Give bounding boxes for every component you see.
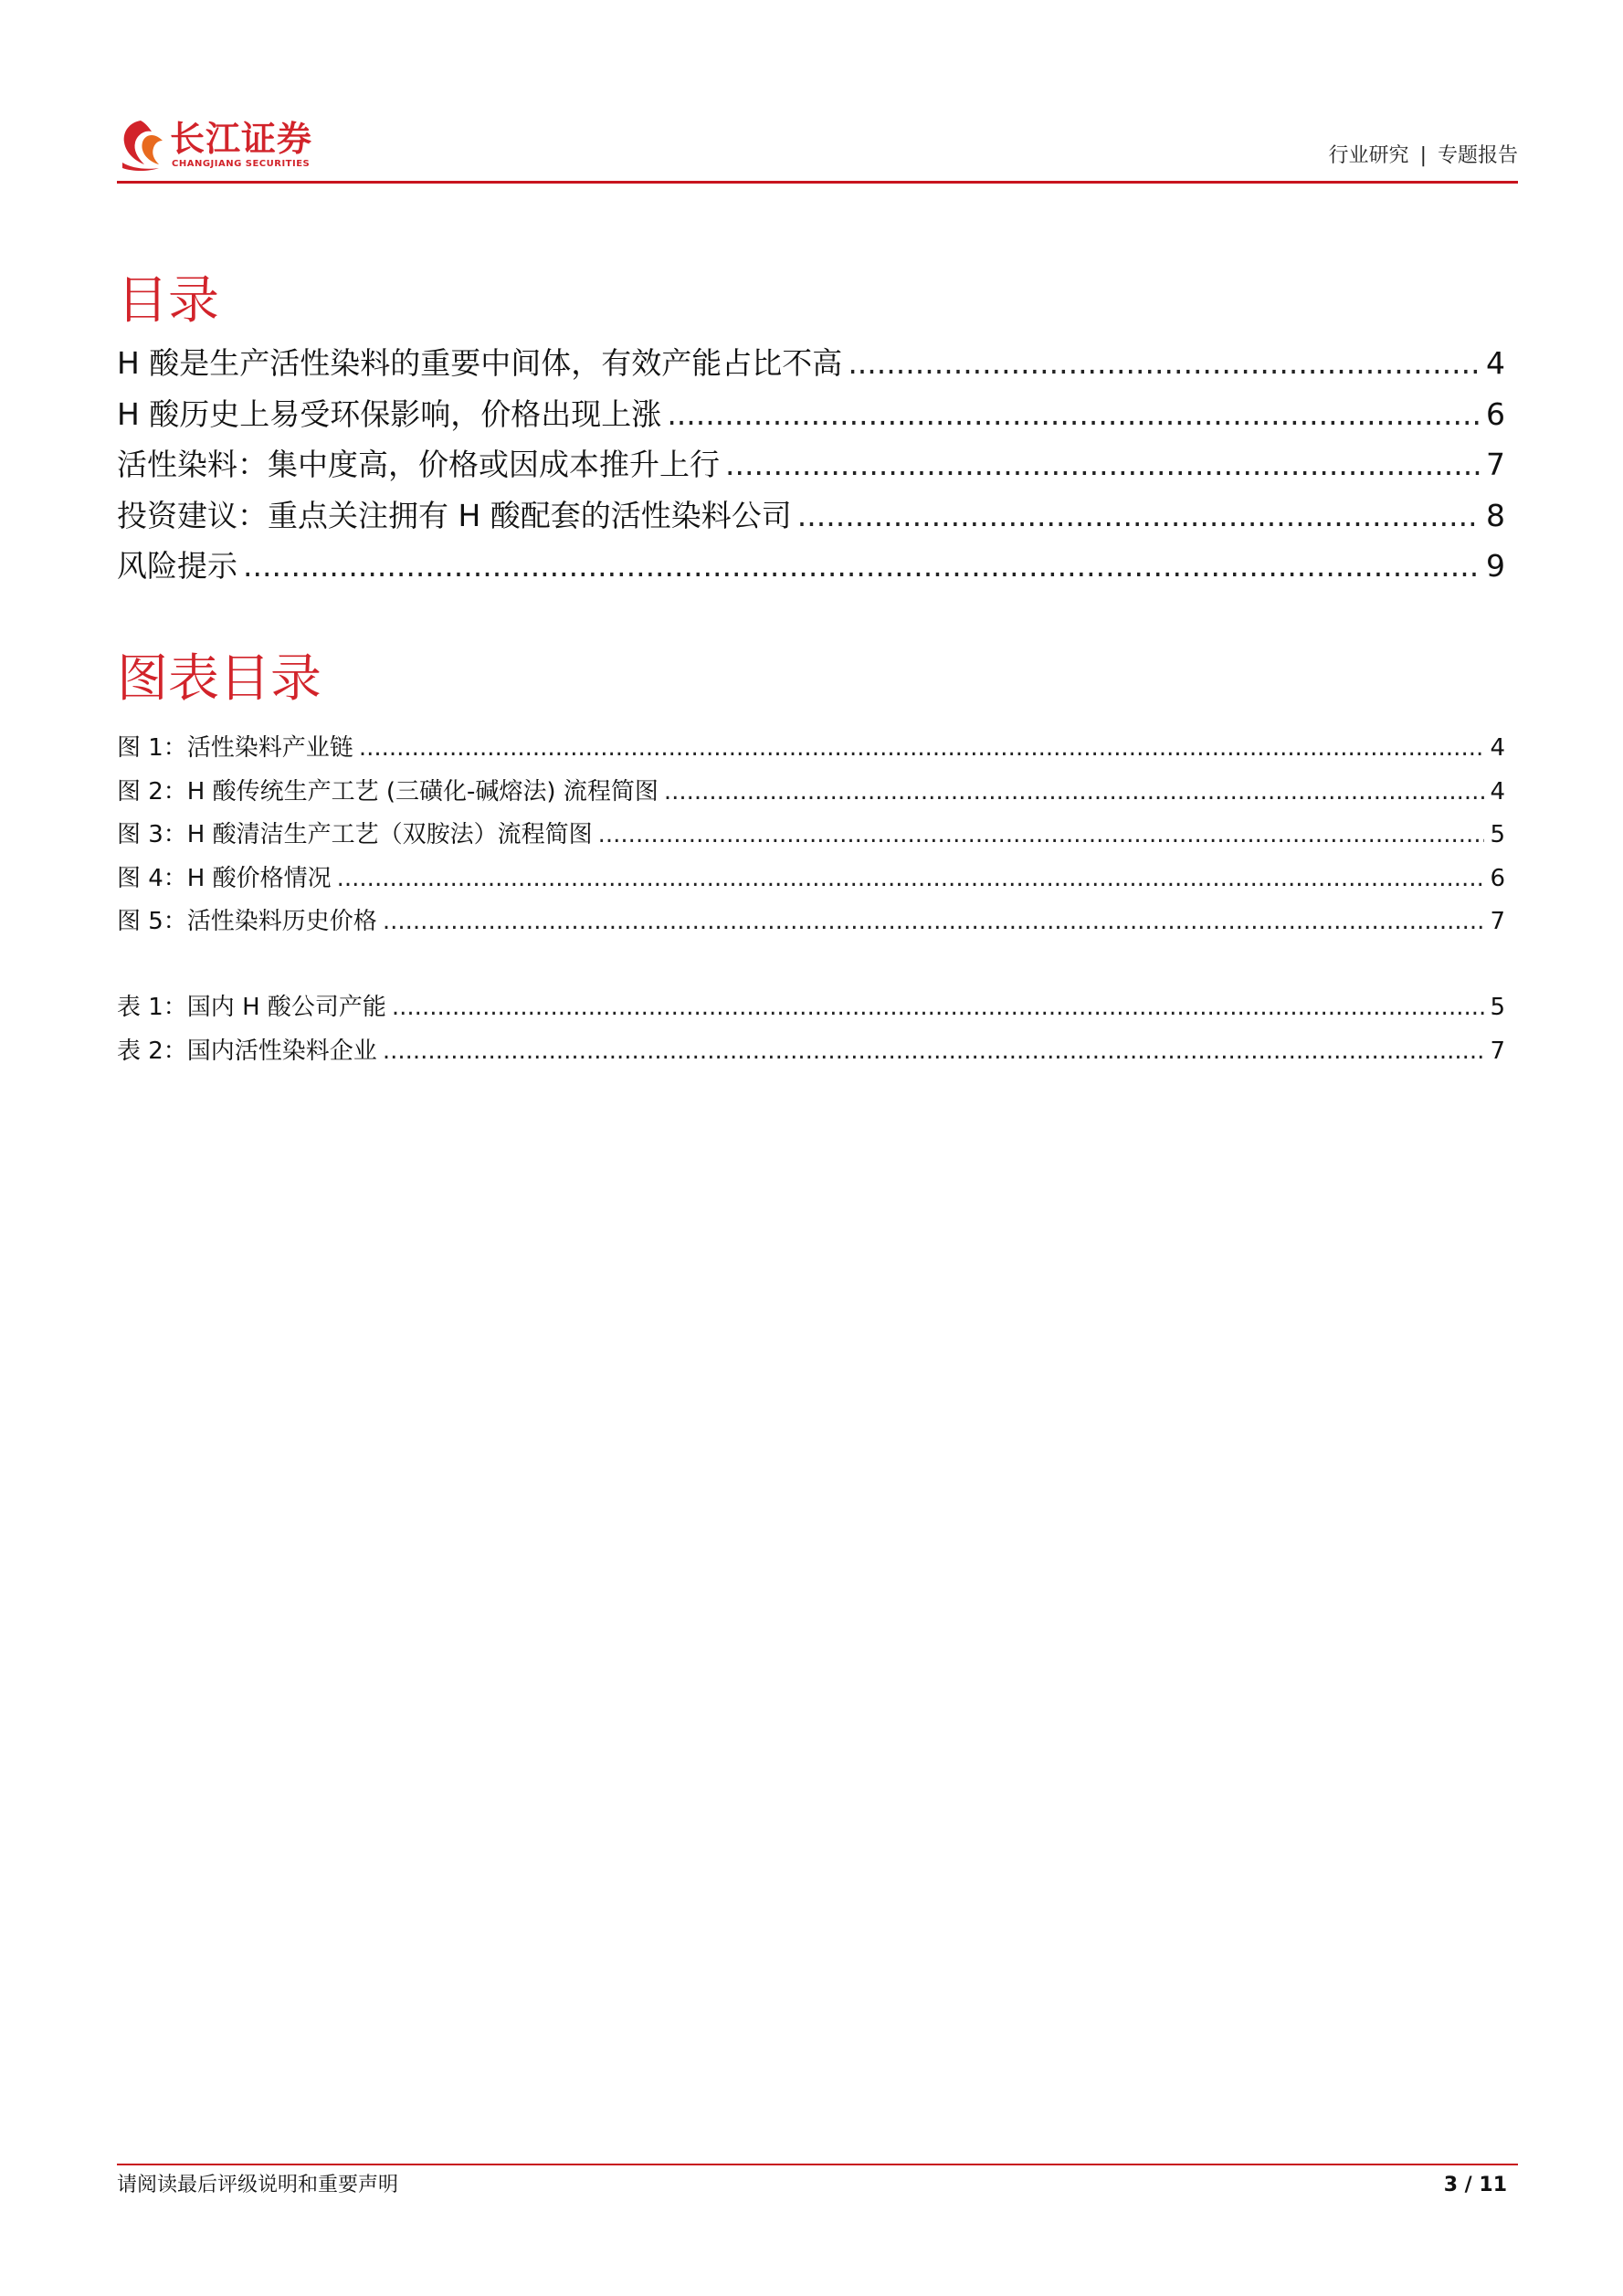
report-type-label: 专题报告 xyxy=(1437,144,1518,167)
dot-leader xyxy=(383,1030,1485,1074)
header-separator: | xyxy=(1419,144,1427,167)
figures-title: 图表目录 xyxy=(117,649,321,709)
figure-entry[interactable] xyxy=(117,771,1505,815)
table-entry[interactable] xyxy=(117,986,1505,1030)
figure-entry[interactable] xyxy=(117,727,1505,771)
table-entry-page: 5 xyxy=(1490,994,1505,1021)
table-entry-label: 表 2：国内活性染料企业 xyxy=(117,1037,377,1065)
toc-title: 目录 xyxy=(117,271,219,331)
phoenix-logo-icon xyxy=(117,117,164,172)
category-label: 行业研究 xyxy=(1328,144,1409,167)
figure-entry-page: 4 xyxy=(1490,777,1505,806)
toc-entry[interactable] xyxy=(117,490,1505,542)
toc-entry[interactable] xyxy=(117,439,1505,490)
figure-list xyxy=(117,727,1505,944)
toc-entry-page: 7 xyxy=(1486,447,1505,482)
dot-leader xyxy=(383,900,1485,944)
figure-entry-page: 6 xyxy=(1490,864,1505,892)
company-logo xyxy=(117,115,354,175)
table-list xyxy=(117,986,1505,1073)
dot-leader xyxy=(598,814,1485,858)
toc-entry-label: 活性染料：集中度高，价格或因成本推升上行 xyxy=(117,447,720,482)
footer-divider xyxy=(117,2164,1518,2165)
dot-leader xyxy=(848,338,1481,389)
figure-entry-page: 4 xyxy=(1490,734,1505,762)
dot-leader xyxy=(359,727,1485,771)
report-category xyxy=(1329,142,1518,170)
figure-entry[interactable] xyxy=(117,814,1505,858)
dot-leader xyxy=(664,771,1485,815)
toc-entry-page: 9 xyxy=(1486,548,1505,584)
table-entry[interactable] xyxy=(117,1030,1505,1074)
figure-entry-label: 图 4：H 酸价格情况 xyxy=(117,864,332,892)
figure-entry-label: 图 2：H 酸传统生产工艺 (三磺化-碱熔法) 流程简图 xyxy=(117,777,659,806)
figure-entry[interactable] xyxy=(117,858,1505,901)
toc-entry-label: H 酸历史上易受环保影响，价格出现上涨 xyxy=(117,395,662,432)
toc-entry-page: 6 xyxy=(1486,395,1505,432)
figure-entry-page: 7 xyxy=(1490,908,1505,935)
logo-chinese-name: 长江证券 xyxy=(170,119,313,159)
dot-leader xyxy=(392,986,1485,1030)
dot-leader xyxy=(667,389,1481,440)
dot-leader xyxy=(243,541,1481,592)
figure-entry-label: 图 3：H 酸清洁生产工艺（双胺法）流程简图 xyxy=(117,821,593,848)
toc-entry-label: 投资建议：重点关注拥有 H 酸配套的活性染料公司 xyxy=(117,497,792,533)
toc-entry-label: 风险提示 xyxy=(117,548,237,584)
figure-entry-label: 图 1：活性染料产业链 xyxy=(117,734,353,762)
figure-entry-label: 图 5：活性染料历史价格 xyxy=(117,908,377,935)
dot-leader xyxy=(797,490,1481,542)
header-divider xyxy=(117,181,1518,184)
logo-english-name: CHANGJIANG SECURITIES xyxy=(172,159,311,169)
toc-entry[interactable] xyxy=(117,389,1505,440)
dot-leader xyxy=(337,858,1485,901)
footer-disclaimer: 请阅读最后评级说明和重要声明 xyxy=(117,2174,399,2196)
page-number: 3 / 11 xyxy=(1443,2174,1507,2196)
toc-list xyxy=(117,338,1505,592)
figure-entry-page: 5 xyxy=(1490,821,1505,848)
dot-leader xyxy=(725,439,1481,490)
page-header xyxy=(117,115,1518,184)
toc-entry[interactable] xyxy=(117,541,1505,592)
figure-entry[interactable] xyxy=(117,900,1505,944)
table-entry-page: 7 xyxy=(1490,1037,1505,1065)
toc-entry[interactable] xyxy=(117,338,1505,389)
toc-entry-label: H 酸是生产活性染料的重要中间体，有效产能占比不高 xyxy=(117,345,843,381)
table-entry-label: 表 1：国内 H 酸公司产能 xyxy=(117,994,386,1021)
toc-entry-page: 8 xyxy=(1486,497,1505,533)
toc-entry-page: 4 xyxy=(1486,345,1505,381)
